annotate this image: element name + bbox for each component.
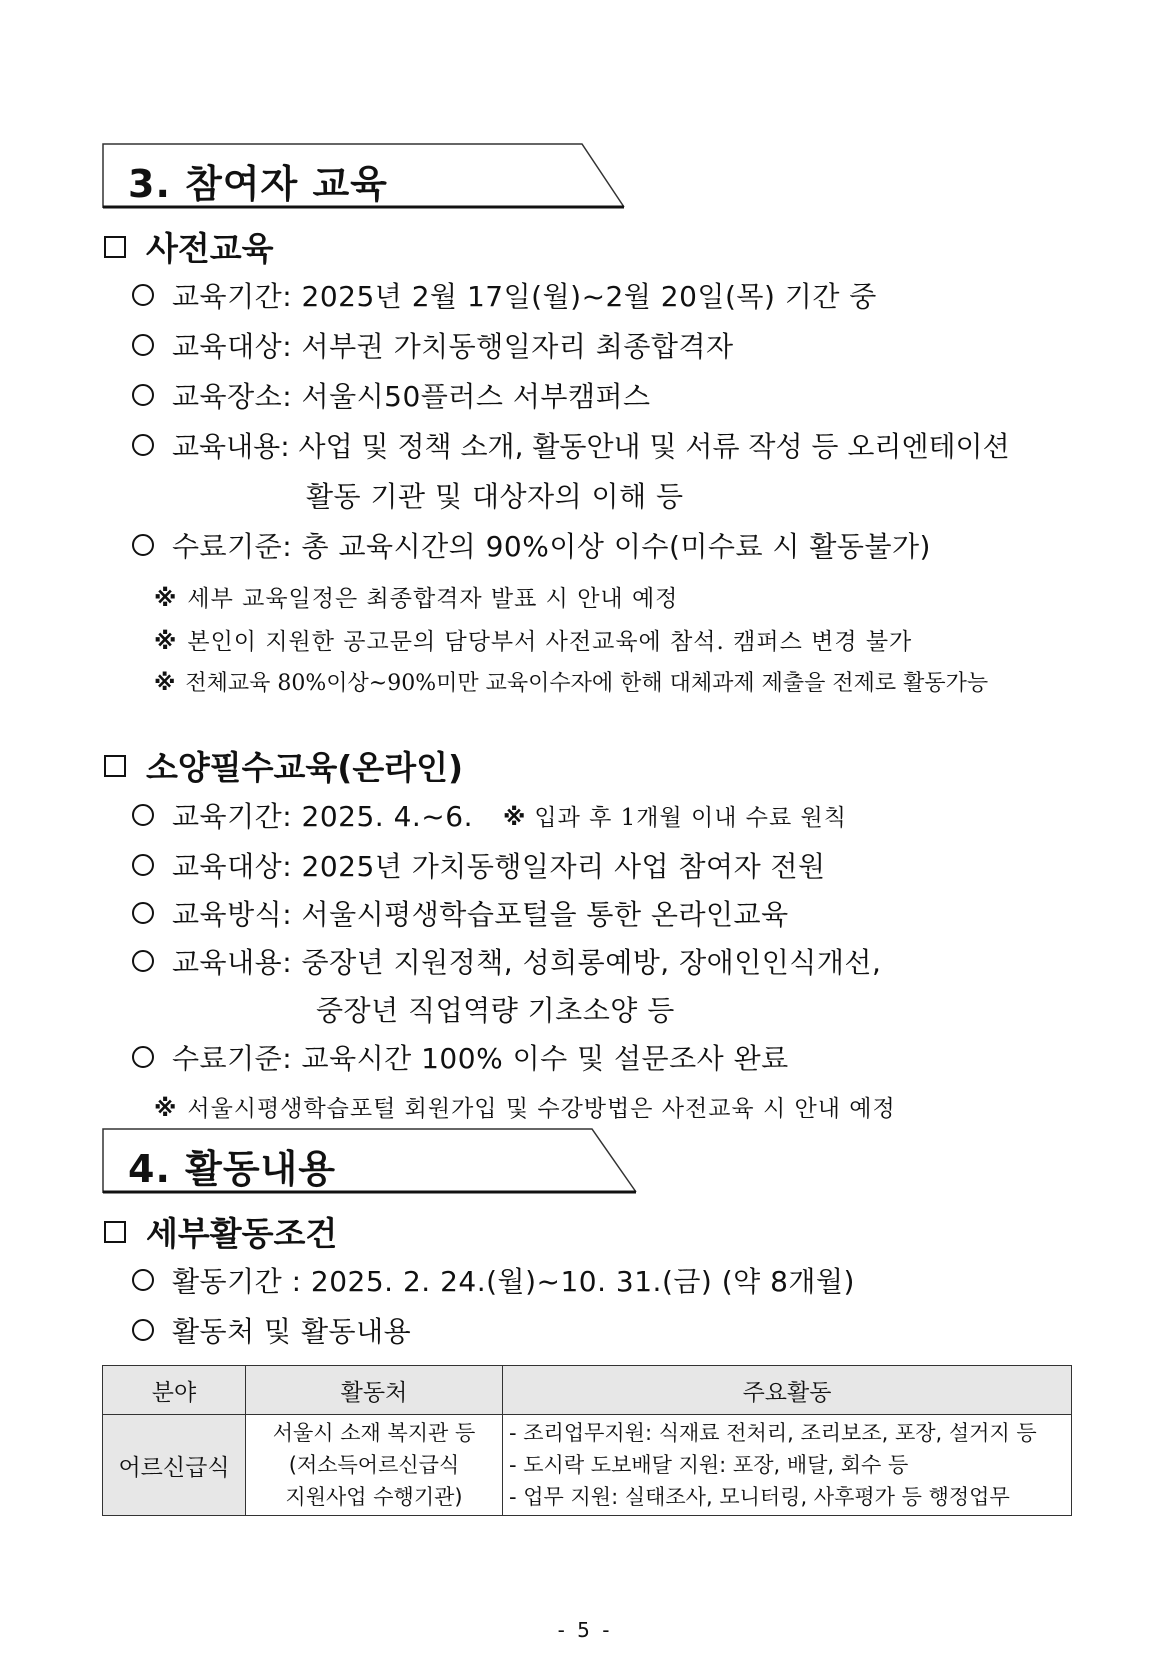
reference-mark-icon: ※ — [154, 671, 176, 696]
section-3-title: 3. 참여자 교육 — [128, 162, 388, 206]
pre-edu-item-2: 교육대상: 서부권 가치동행일자리 최종합격자 — [132, 325, 734, 365]
pre-edu-item-5: 수료기준: 총 교육시간의 90%이상 이수(미수료 시 활동불가) — [132, 525, 931, 565]
online-edu-item-5: 수료기준: 교육시간 100% 이수 및 설문조사 완료 — [132, 1037, 789, 1077]
online-edu-note-1: ※ 서울시평생학습포털 회원가입 및 수강방법은 사전교육 시 안내 예정 — [154, 1096, 896, 1122]
table-header-field: 분야 — [103, 1366, 246, 1415]
pre-edu-heading — [104, 223, 274, 270]
pre-edu-heading-text: 사전교육 — [146, 229, 274, 268]
online-edu-heading — [104, 742, 463, 789]
pre-edu-item-3: 교육장소: 서울시50플러스 서부캠퍼스 — [132, 375, 651, 415]
square-bullet-icon — [104, 236, 126, 258]
circle-bullet-icon — [132, 1319, 154, 1341]
online-edu-item-1-note: ※ 입과 후 1개월 이내 수료 원칙 — [502, 804, 847, 831]
circle-bullet-icon — [132, 384, 154, 406]
pre-edu-note-1: ※ 세부 교육일정은 최종합격자 발표 시 안내 예정 — [154, 586, 679, 612]
circle-bullet-icon — [132, 434, 154, 456]
table-row — [103, 1415, 1072, 1516]
pre-edu-item-4: 교육내용: 사업 및 정책 소개, 활동안내 및 서류 작성 등 오리엔테이션 — [132, 425, 1010, 465]
conditions-item-1: 활동기간 : 2025. 2. 24.(월)~10. 31.(금) (약 8개월) — [132, 1260, 855, 1300]
circle-bullet-icon — [132, 1046, 154, 1068]
reference-mark-icon: ※ — [154, 1096, 178, 1122]
section-4-title: 4. 활동내용 — [128, 1147, 336, 1191]
activity-table — [102, 1365, 1072, 1516]
conditions-heading — [104, 1208, 337, 1255]
conditions-item-2: 활동처 및 활동내용 — [132, 1310, 411, 1350]
circle-bullet-icon — [132, 902, 154, 924]
section-3-header — [102, 143, 626, 209]
circle-bullet-icon — [132, 950, 154, 972]
table-header-place: 활동처 — [246, 1366, 503, 1415]
circle-bullet-icon — [132, 334, 154, 356]
section-4-header — [102, 1128, 638, 1194]
reference-mark-icon: ※ — [154, 629, 178, 655]
table-header-activity: 주요활동 — [503, 1366, 1072, 1415]
online-edu-heading-text: 소양필수교육(온라인) — [146, 748, 464, 787]
circle-bullet-icon — [132, 804, 154, 826]
page-number: - 5 - — [557, 1618, 613, 1642]
circle-bullet-icon — [132, 854, 154, 876]
online-edu-item-3: 교육방식: 서울시평생학습포털을 통한 온라인교육 — [132, 893, 789, 933]
pre-edu-item-4-continued: 활동 기관 및 대상자의 이해 등 — [306, 480, 684, 513]
pre-edu-note-2: ※ 본인이 지원한 공고문의 담당부서 사전교육에 참석. 캠퍼스 변경 불가 — [154, 629, 913, 655]
table-cell-field: 어르신급식 — [103, 1415, 246, 1516]
circle-bullet-icon — [132, 1269, 154, 1291]
online-edu-item-4-continued: 중장년 직업역량 기초소양 등 — [316, 994, 675, 1027]
circle-bullet-icon — [132, 284, 154, 306]
square-bullet-icon — [104, 1221, 126, 1243]
online-edu-item-4: 교육내용: 중장년 지원정책, 성희롱예방, 장애인인식개선, — [132, 941, 881, 981]
reference-mark-icon: ※ — [154, 586, 178, 612]
reference-mark-icon: ※ — [502, 804, 527, 831]
online-edu-item-1: 교육기간: 2025. 4.~6. ※ 입과 후 1개월 이내 수료 원칙 — [132, 795, 847, 835]
square-bullet-icon — [104, 755, 126, 777]
table-header-row — [103, 1366, 1072, 1415]
table-cell-activities: - 조리업무지원: 식재료 전처리, 조리보조, 포장, 설거지 등 - 도시락 도보배달 지원: 포장, 배달, 회수 등 - 업무 지원: 실태조사, 모니터링, 사후평가 등 행정업무 — [503, 1415, 1072, 1516]
circle-bullet-icon — [132, 534, 154, 556]
pre-edu-note-3: ※ 전체교육 80%이상~90%미만 교육이수자에 한해 대체과제 제출을 전제로 활동가능 — [154, 671, 989, 696]
online-edu-item-2: 교육대상: 2025년 가치동행일자리 사업 참여자 전원 — [132, 845, 826, 885]
table-cell-place: 서울시 소재 복지관 등 (저소득어르신급식 지원사업 수행기관) — [246, 1415, 503, 1516]
pre-edu-item-1: 교육기간: 2025년 2월 17일(월)~2월 20일(목) 기간 중 — [132, 275, 877, 315]
conditions-heading-text: 세부활동조건 — [146, 1214, 338, 1253]
